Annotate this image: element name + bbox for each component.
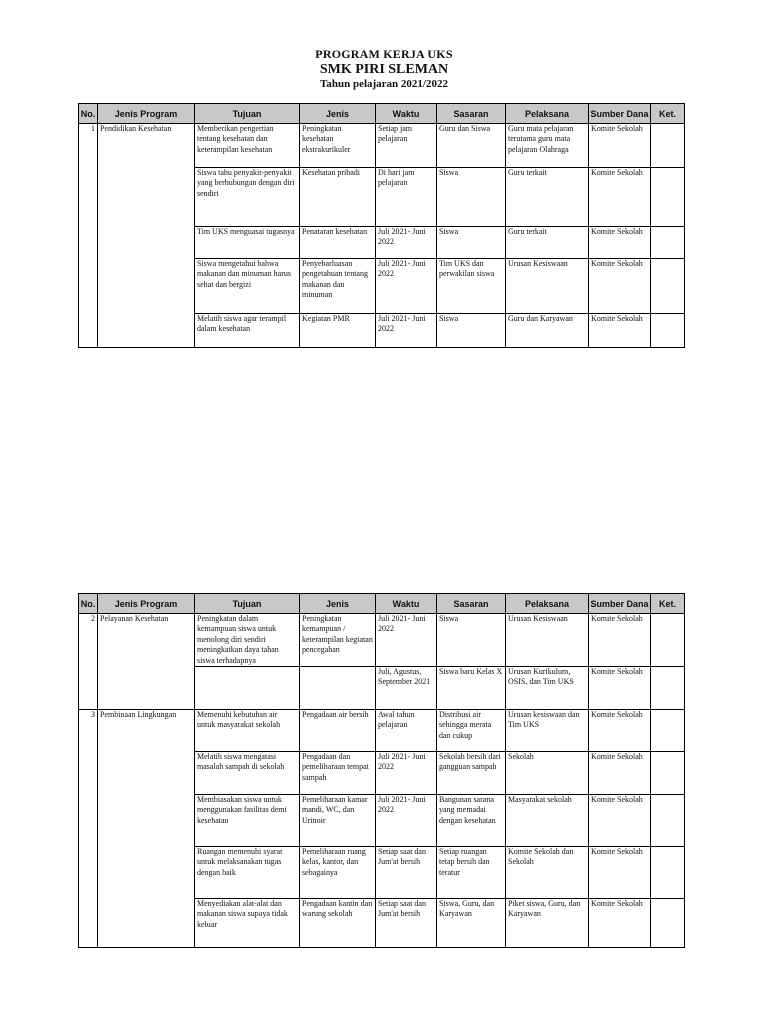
cell-ket — [651, 794, 685, 846]
cell-sumber-dana: Komite Sekolah — [589, 614, 651, 667]
cell-sumber-dana: Komite Sekolah — [589, 709, 651, 751]
program-name: Pendidikan Kesehatan — [98, 124, 195, 348]
cell-tujuan: Ruangan memenuhi syarat untuk melaksanakan tugas dengan baik — [195, 846, 300, 898]
cell-pelaksana: Guru terkait — [506, 227, 589, 259]
column-header-pelaksana: Pelaksana — [506, 104, 589, 124]
cell-tujuan: Menyediakan alat-alat dan makanan siswa supaya tidak keluar — [195, 898, 300, 947]
table-row — [79, 614, 685, 667]
column-header-waktu: Waktu — [376, 104, 437, 124]
cell-sasaran: Setiap ruangan tetap bersih dan teratur — [437, 846, 506, 898]
column-header-sumber-dana: Sumber Dana — [589, 104, 651, 124]
program-table-1 — [78, 103, 685, 348]
column-header-tujuan: Tujuan — [195, 594, 300, 614]
cell-pelaksana: Urusan kesiswaan dan Tim UKS — [506, 709, 589, 751]
cell-pelaksana: Guru mata pelajaran terutama guru mata pelajaran Olahraga — [506, 124, 589, 168]
cell-tujuan: Siswa mengetahui bahwa makanan dan minuman harus sehat dan bergizi — [195, 259, 300, 314]
cell-sasaran: Siswa — [437, 314, 506, 348]
cell-pelaksana: Masyarakat sekolah — [506, 794, 589, 846]
cell-sasaran: Tim UKS dan perwakilan siswa — [437, 259, 506, 314]
cell-sumber-dana: Komite Sekolah — [589, 794, 651, 846]
table-header-row — [79, 104, 685, 124]
cell-ket — [651, 314, 685, 348]
cell-waktu: Setiap saat dan Jum'at bersih — [376, 898, 437, 947]
cell-sasaran: Bangunan sarana yang memadai dengan kesehatan — [437, 794, 506, 846]
page-header — [0, 48, 768, 91]
cell-tujuan: Memberikan pengertian tentang kesehatan dan keterampilan kesehatan — [195, 124, 300, 168]
cell-waktu: Juli 2021- Juni 2022 — [376, 227, 437, 259]
cell-waktu: Awal tahun pelajaran — [376, 709, 437, 751]
cell-sasaran: Siswa baru Kelas X — [437, 666, 506, 709]
cell-sumber-dana: Komite Sekolah — [589, 898, 651, 947]
cell-ket — [651, 666, 685, 709]
academic-year: Tahun pelajaran 2021/2022 — [320, 77, 448, 90]
cell-tujuan: Tim UKS menguasai tugasnya — [195, 227, 300, 259]
table-header-row — [79, 594, 685, 614]
cell-waktu: Juli, Agustus, September 2021 — [376, 666, 437, 709]
cell-pelaksana: Piket siswa, Guru, dan Karyawan — [506, 898, 589, 947]
cell-sasaran: Siswa — [437, 227, 506, 259]
cell-sumber-dana: Komite Sekolah — [589, 314, 651, 348]
row-number: 3 — [79, 709, 98, 947]
column-header-jenis-program: Jenis Program — [98, 594, 195, 614]
cell-jenis: Peningkatan kesehatan ekstrakurikuler — [300, 124, 376, 168]
program-name: Pelayanan Kesehatan — [98, 614, 195, 710]
cell-pelaksana: Guru terkait — [506, 168, 589, 227]
cell-jenis: Pengadaan air bersih — [300, 709, 376, 751]
cell-tujuan: Melatih siswa agar terampil dalam kesehatan — [195, 314, 300, 348]
cell-sasaran: Sekolah bersih dari gangguan sampah — [437, 751, 506, 794]
cell-tujuan: Membiasakan siswa untuk menggunakan fasilitas demi kesehatan — [195, 794, 300, 846]
column-header-no: No. — [79, 594, 98, 614]
cell-ket — [651, 227, 685, 259]
cell-pelaksana: Urusan Kurikulum, OSIS, dan Tim UKS — [506, 666, 589, 709]
cell-sasaran: Guru dan Siswa — [437, 124, 506, 168]
cell-ket — [651, 709, 685, 751]
cell-sumber-dana: Komite Sekolah — [589, 168, 651, 227]
table-row — [79, 124, 685, 168]
cell-sumber-dana: Komite Sekolah — [589, 846, 651, 898]
column-header-ket: Ket. — [651, 594, 685, 614]
row-number: 1 — [79, 124, 98, 348]
cell-sasaran: Distribusi air sehingga merata dan cukup — [437, 709, 506, 751]
cell-sasaran: Siswa, Guru, dan Karyawan — [437, 898, 506, 947]
cell-waktu: Juli 2021- Juni 2022 — [376, 794, 437, 846]
cell-ket — [651, 614, 685, 667]
column-header-waktu: Waktu — [376, 594, 437, 614]
cell-sasaran: Siswa — [437, 614, 506, 667]
cell-waktu: Juli 2021- Juni 2022 — [376, 259, 437, 314]
cell-sumber-dana: Komite Sekolah — [589, 751, 651, 794]
cell-jenis: Kegiatan PMR — [300, 314, 376, 348]
cell-waktu: Juli 2021- Juni 2022 — [376, 751, 437, 794]
column-header-no: No. — [79, 104, 98, 124]
row-number: 2 — [79, 614, 98, 710]
cell-jenis — [300, 666, 376, 709]
table-row — [79, 709, 685, 751]
cell-sumber-dana: Komite Sekolah — [589, 124, 651, 168]
cell-ket — [651, 846, 685, 898]
cell-sumber-dana: Komite Sekolah — [589, 666, 651, 709]
column-header-jenis: Jenis — [300, 104, 376, 124]
cell-tujuan: Melatih siswa mengatasi masalah sampah di sekolah — [195, 751, 300, 794]
cell-pelaksana: Komite Sekolah dan Sekolah — [506, 846, 589, 898]
school-name: SMK PIRI SLEMAN — [319, 61, 449, 77]
column-header-tujuan: Tujuan — [195, 104, 300, 124]
cell-pelaksana: Guru dan Karyawan — [506, 314, 589, 348]
cell-jenis: Peningkatan kemampuan / keterampilan kegiatan pencegahan — [300, 614, 376, 667]
cell-ket — [651, 751, 685, 794]
cell-jenis: Pengadaan dan pemeliharaan tempat sampah — [300, 751, 376, 794]
cell-jenis: Pemeliharaan kamar mandi, WC, dan Urinoir — [300, 794, 376, 846]
cell-waktu: Juli 2021- Juni 2022 — [376, 314, 437, 348]
cell-ket — [651, 124, 685, 168]
column-header-pelaksana: Pelaksana — [506, 594, 589, 614]
program-name: Pembinaan Lingkungan — [98, 709, 195, 947]
cell-waktu: Setiap saat dan Jum'at bersih — [376, 846, 437, 898]
column-header-jenis-program: Jenis Program — [98, 104, 195, 124]
column-header-sasaran: Sasaran — [437, 104, 506, 124]
cell-sumber-dana: Komite Sekolah — [589, 227, 651, 259]
cell-tujuan: Memenuhi kebutuhan air untuk masyarakat sekolah — [195, 709, 300, 751]
column-header-ket: Ket. — [651, 104, 685, 124]
column-header-jenis: Jenis — [300, 594, 376, 614]
cell-waktu: Juli 2021- Juni 2022 — [376, 614, 437, 667]
cell-pelaksana: Sekolah — [506, 751, 589, 794]
cell-jenis: Penataran kesehatan — [300, 227, 376, 259]
cell-tujuan: Siswa tahu penyakit-penyakit yang berhubungan dengan diri sendiri — [195, 168, 300, 227]
cell-waktu: Di hari jam pelajaran — [376, 168, 437, 227]
cell-tujuan: Peningkatan dalam kemampuan siswa untuk menolong diri sendiri meningkatkan daya tahan siswa terhadapnya — [195, 614, 300, 667]
cell-jenis: Penyebarluasan pengetahuan tentang makanan dan minuman — [300, 259, 376, 314]
cell-ket — [651, 898, 685, 947]
cell-jenis: Pemeliharaan ruang kelas, kantor, dan sebagainya — [300, 846, 376, 898]
column-header-sumber-dana: Sumber Dana — [589, 594, 651, 614]
cell-sumber-dana: Komite Sekolah — [589, 259, 651, 314]
cell-sasaran: Siswa — [437, 168, 506, 227]
program-table-2 — [78, 593, 685, 948]
column-header-sasaran: Sasaran — [437, 594, 506, 614]
cell-tujuan — [195, 666, 300, 709]
cell-ket — [651, 168, 685, 227]
cell-pelaksana: Urusan Kesiswaan — [506, 614, 589, 667]
doc-title: PROGRAM KERJA UKS — [315, 47, 453, 61]
cell-waktu: Setiap jam pelajaran — [376, 124, 437, 168]
cell-jenis: Pengadaan kantin dan warung sekolah — [300, 898, 376, 947]
cell-ket — [651, 259, 685, 314]
cell-pelaksana: Urusan Kesiswaan — [506, 259, 589, 314]
cell-jenis: Kesehatan pribadi — [300, 168, 376, 227]
